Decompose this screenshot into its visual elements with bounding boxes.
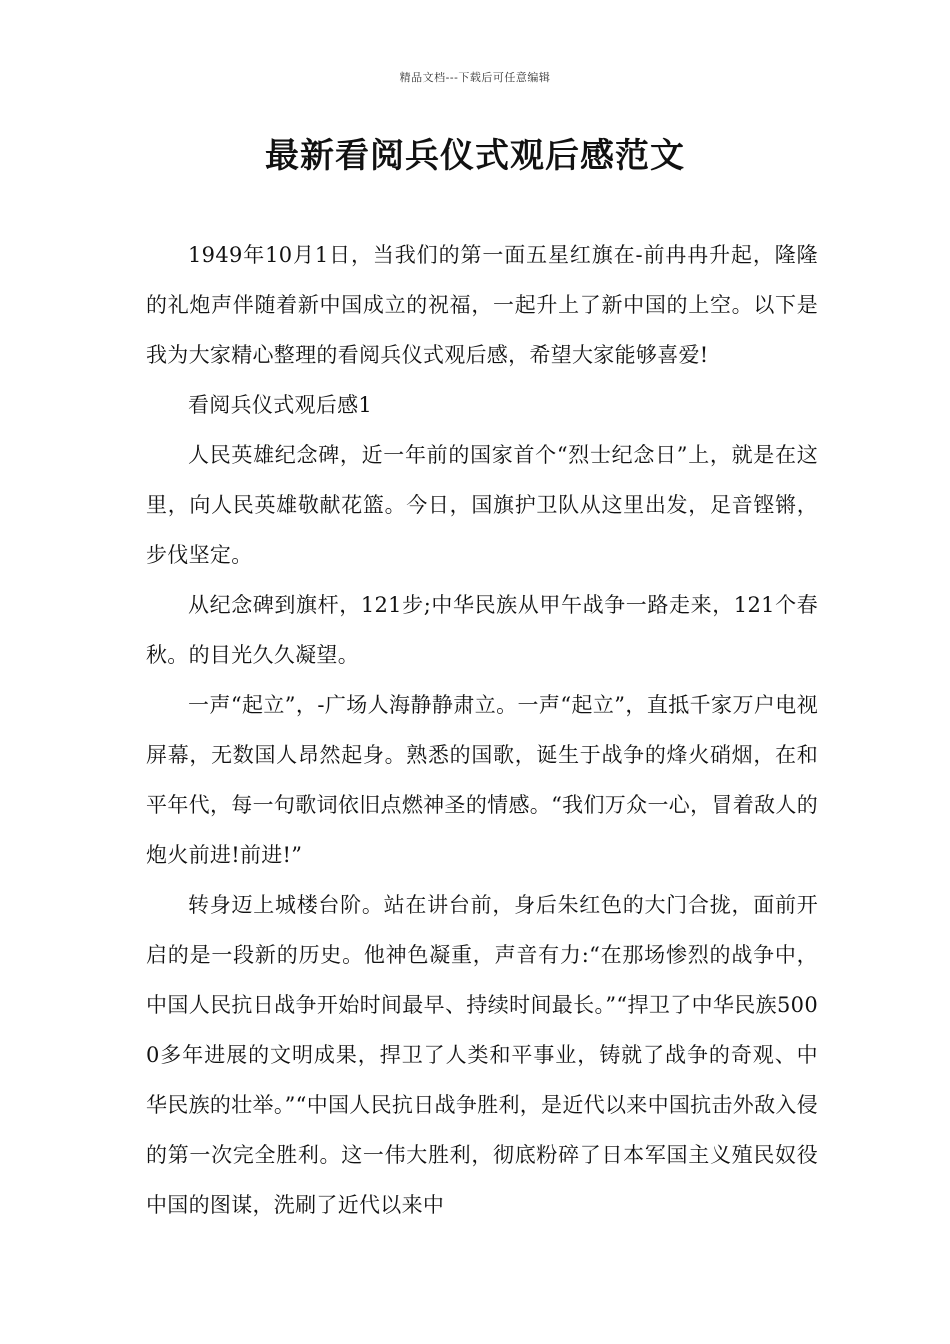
paragraph: 人民英雄纪念碑，近一年前的国家首个“烈士纪念日”上，就是在这里，向人民英雄敬献花篮。今日，国旗护卫队从这里出发，足音铿锵，步伐坚定。 bbox=[146, 443, 818, 567]
paragraph: 从纪念碑到旗杆，121步;中华民族从甲午战争一路走来，121个春秋。的目光久久凝望。 bbox=[146, 593, 818, 667]
paragraph-intro: 1949年10月1日，当我们的第一面五星红旗在-前冉冉升起，隆隆的礼炮声伴随着新中国成立的祝福，一起升上了新中国的上空。以下是我为大家精心整理的看阅兵仪式观后感，希望大家能够喜爱! bbox=[146, 243, 818, 367]
paragraph: 一声“起立”，-广场人海静静肃立。一声“起立”，直抵千家万户电视屏幕，无数国人昂然起身。熟悉的国歌，诞生于战争的烽火硝烟，在和平年代，每一句歌词依旧点燃神圣的情感。“我们万众一心，冒着敌人的炮火前进!前进!” bbox=[146, 693, 818, 867]
document-body bbox=[146, 230, 818, 1230]
section-heading: 看阅兵仪式观后感1 bbox=[188, 393, 373, 417]
paragraph: 转身迈上城楼台阶。站在讲台前，身后朱红色的大门合拢，面前开启的是一段新的历史。他神色凝重，声音有力:“在那场惨烈的战争中，中国人民抗日战争开始时间最早、持续时间最长。”“捍卫了中华民族5000多年进展的文明成果，捍卫了人类和平事业，铸就了战争的奇观、中华民族的壮举。”“中国人民抗日战争胜利，是近代以来中国抗击外敌入侵的第一次完全胜利。这一伟大胜利，彻底粉碎了日本军国主义殖民奴役中国的图谋，洗刷了近代以来中 bbox=[146, 893, 818, 1217]
header-note: 精品文档---下载后可任意编辑 bbox=[399, 71, 551, 84]
document-title: 最新看阅兵仪式观后感范文 bbox=[265, 136, 685, 176]
